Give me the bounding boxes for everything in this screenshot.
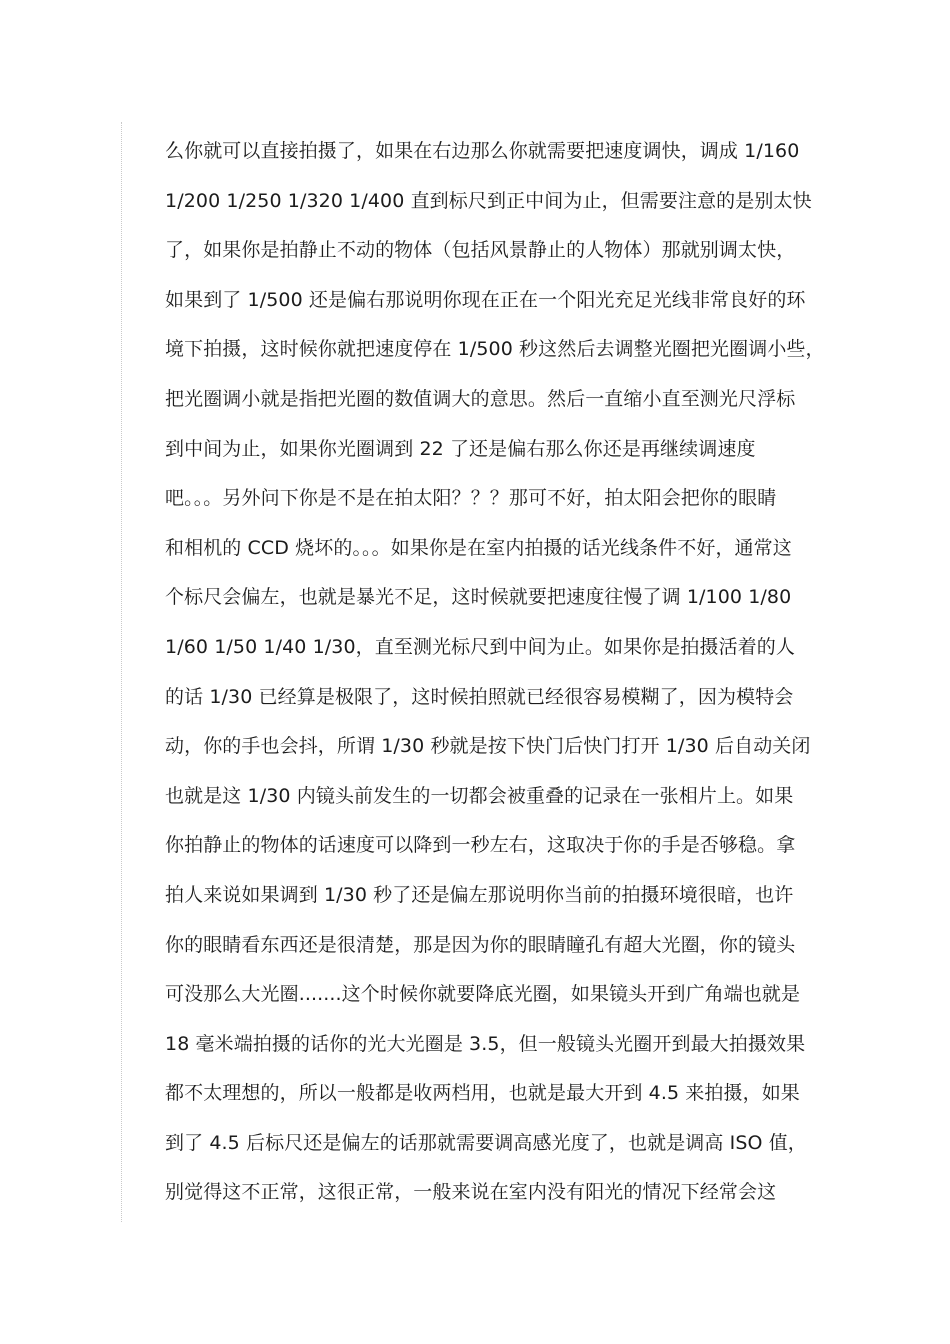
body-text xyxy=(165,127,825,1218)
text-line: 么你就可以直接拍摄了，如果在右边那么你就需要把速度调快，调成 1/160 xyxy=(165,140,800,162)
text-line: 别觉得这不正常，这很正常，一般来说在室内没有阳光的情况下经常会这 xyxy=(165,1181,777,1204)
text-line: 可没那么大光圈.......这个时候你就要降底光圈，如果镜头开到广角端也就是 xyxy=(165,983,801,1006)
text-line: 把光圈调小就是指把光圈的数值调大的意思。然后一直缩小直至测光尺浮标 xyxy=(165,387,796,410)
text-line: 了，如果你是拍静止不动的物体（包括风景静止的人物体）那就别调太快， xyxy=(165,239,796,262)
text-line: 1/60 1/50 1/40 1/30，直至测光标尺到中间为止。如果你是拍摄活着的人 xyxy=(165,635,795,658)
text-line: 到了 4.5 后标尺还是偏左的话那就需要调高感光度了，也就是调高 ISO 值， xyxy=(165,1131,807,1154)
text-line: 吧。。。另外问下你是不是在拍太阳？？？那可不好，拍太阳会把你的眼睛 xyxy=(165,487,777,510)
text-line: 也就是这 1/30 内镜头前发生的一切都会被重叠的记录在一张相片上。如果 xyxy=(165,784,794,807)
text-line: 1/200 1/250 1/320 1/400 直到标尺到正中间为止，但需要注意的是别太快 xyxy=(165,189,812,212)
text-line: 拍人来说如果调到 1/30 秒了还是偏左那说明你当前的拍摄环境很暗，也许 xyxy=(165,883,794,906)
text-line: 的话 1/30 已经算是极限了，这时候拍照就已经很容易模糊了，因为模特会 xyxy=(165,685,794,708)
text-line: 你拍静止的物体的话速度可以降到一秒左右，这取决于你的手是否够稳。拿 xyxy=(165,834,796,857)
left-margin-rule xyxy=(121,122,122,1222)
text-line: 你的眼睛看东西还是很清楚，那是因为你的眼睛瞳孔有超大光圈，你的镜头 xyxy=(165,933,796,956)
text-line: 动，你的手也会抖，所谓 1/30 秒就是按下快门后快门打开 1/30 后自动关闭 xyxy=(165,735,811,758)
text-line: 18 毫米端拍摄的话你的光大光圈是 3.5，但一般镜头光圈开到最大拍摄效果 xyxy=(165,1032,806,1055)
text-line: 和相机的 CCD 烧坏的。。。如果你是在室内拍摄的话光线条件不好，通常这 xyxy=(165,536,792,559)
text-line: 到中间为止，如果你光圈调到 22 了还是偏右那么你还是再继续调速度 xyxy=(165,437,756,460)
text-line: 都不太理想的，所以一般都是收两档用，也就是最大开到 4.5 来拍摄，如果 xyxy=(165,1082,800,1105)
text-line: 如果到了 1/500 还是偏右那说明你现在正在一个阳光充足光线非常良好的环 xyxy=(165,288,806,311)
text-line: 境下拍摄，这时候你就把速度停在 1/500 秒这然后去调整光圈把光圈调小些， xyxy=(165,338,825,361)
text-line: 个标尺会偏左，也就是暴光不足，这时候就要把速度往慢了调 1/100 1/80 xyxy=(165,586,792,609)
